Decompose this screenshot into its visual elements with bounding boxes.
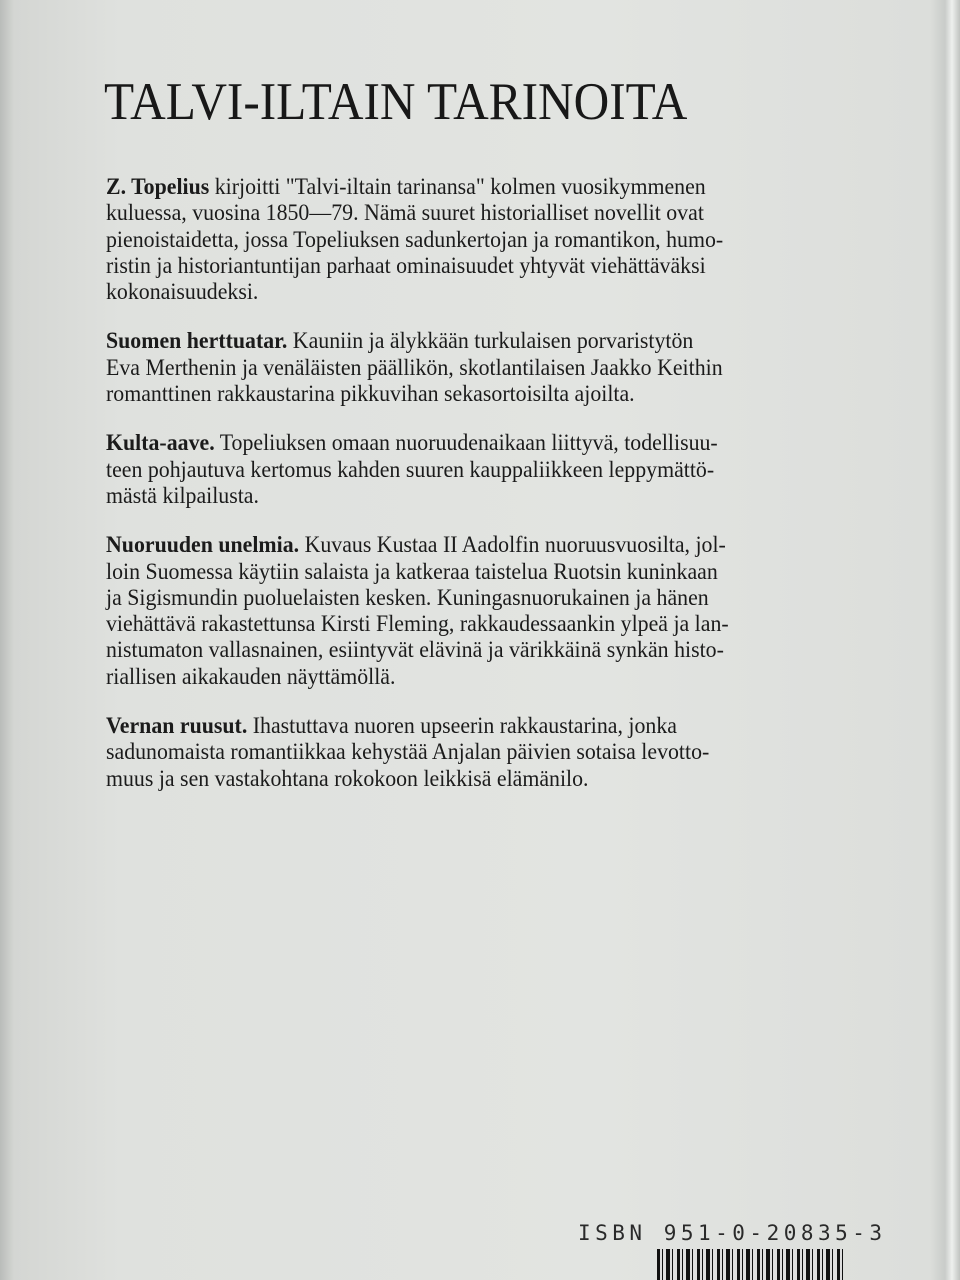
description-paragraph: [106, 328, 866, 407]
line-text: kirjoitti "Talvi-iltain tarinansa" kolmen vuosikymmenen: [209, 174, 706, 200]
line-text: ristin ja historiantuntijan parhaat ominaisuudet yhtyvät viehättäväksi: [106, 252, 706, 279]
paragraph-lead: Kulta-aave.: [106, 430, 215, 457]
paragraph-line: [106, 611, 813, 637]
line-text: muus ja sen vastakohtana rokokoon leikkisä elämänilo.: [106, 765, 589, 792]
line-text: kokonaisuudeksi.: [106, 279, 259, 306]
paragraph-line: [106, 585, 813, 611]
paragraph-lead: Nuoruuden unelmia.: [106, 532, 300, 559]
isbn-number: ISBN 951-0-20835-3: [578, 1221, 887, 1245]
paragraph-line: [106, 227, 813, 253]
line-text: Kuvaus Kustaa II Aadolfin nuoruusvuosilta, jol-: [299, 532, 726, 559]
line-text: riallisen aikakauden näyttämöllä.: [106, 663, 396, 690]
line-text: sadunomaista romantiikkaa kehystää Anjalan päivien sotaisa levotto-: [106, 739, 710, 766]
paragraph-line: [106, 664, 813, 690]
paragraph-line: [106, 355, 813, 381]
description-paragraph: [106, 174, 866, 305]
paragraph-line: [106, 483, 813, 509]
paragraph-line: [106, 381, 813, 407]
paragraph-lead: Z. Topelius: [106, 174, 210, 200]
line-text: pienoistaidetta, jossa Topeliuksen sadunkertojan ja romantikon, humo-: [106, 226, 724, 253]
line-text: teen pohjautuva kertomus kahden suuren kauppaliikkeen leppymättö-: [106, 456, 715, 483]
paragraph-line: [106, 174, 813, 200]
paragraph-lead: Vernan ruusut.: [106, 713, 248, 740]
line-text: Kauniin ja älykkään turkulaisen porvaristytön: [287, 328, 694, 355]
line-text: Topeliuksen omaan nuoruudenaikaan liittyvä, todellisuu-: [214, 430, 718, 457]
line-text: romanttinen rakkaustarina pikkuvihan sekasortoisilta ajoilta.: [106, 381, 635, 408]
line-text: Ihastuttava nuoren upseerin rakkaustarina, jonka: [247, 713, 677, 740]
line-text: Eva Merthenin ja venäläisten päällikön, skotlantilaisen Jaakko Keithin: [106, 354, 723, 381]
paragraph-lead: Suomen herttuatar.: [106, 328, 288, 355]
description-paragraph: [106, 430, 866, 509]
barcode: [657, 1249, 843, 1280]
line-text: mästä kilpailusta.: [106, 482, 259, 509]
description-paragraph: [106, 532, 866, 690]
line-text: nistumaton vallasnainen, esiintyvät elävinä ja värikkäinä synkän histo-: [106, 637, 724, 664]
back-cover-text: [106, 174, 866, 815]
line-text: loin Suomessa käytiin salaista ja katkeraa taistelua Ruotsin kuninkaan: [106, 558, 718, 585]
line-text: kuluessa, vuosina 1850—79. Nämä suuret historialliset novellit ovat: [106, 200, 704, 227]
paragraph-line: [106, 713, 813, 739]
paragraph-line: [106, 328, 813, 354]
paragraph-line: [106, 279, 813, 305]
line-text: ja Sigismundin puoluelaisten kesken. Kuningasnuorukainen ja hänen: [106, 584, 709, 611]
paragraph-line: [106, 559, 813, 585]
book-title: TALVI-ILTAIN TARINOITA: [104, 73, 688, 131]
paragraph-line: [106, 637, 813, 663]
paragraph-line: [106, 253, 813, 279]
line-text: viehättävä rakastettunsa Kirsti Fleming, rakkaudessaankin ylpeä ja lan-: [106, 611, 729, 638]
paragraph-line: [106, 200, 813, 226]
paragraph-line: [106, 430, 813, 456]
description-paragraph: [106, 713, 866, 792]
paragraph-line: [106, 457, 813, 483]
paragraph-line: [106, 532, 813, 558]
paragraph-line: [106, 766, 813, 792]
paragraph-line: [106, 739, 813, 765]
